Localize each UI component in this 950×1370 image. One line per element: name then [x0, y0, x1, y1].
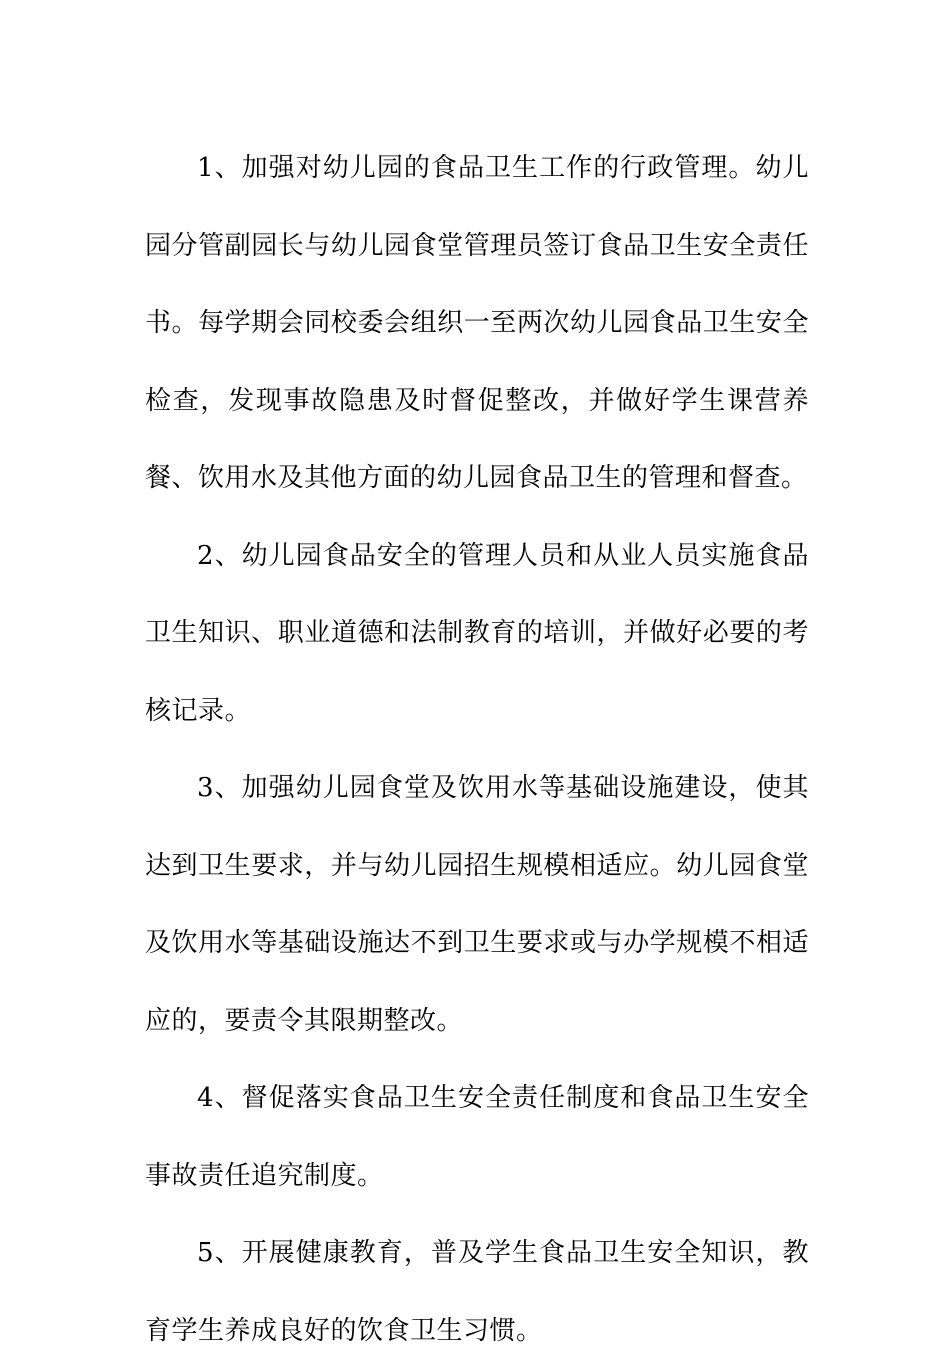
paragraph-1: 1、加强对幼儿园的食品卫生工作的行政管理。幼儿园分管副园长与幼儿园食堂管理员签订食品卫生安全责任书。每学期会同校委会组织一至两次幼儿园食品卫生安全检查，发现事故隐患及时督促整改，并做好学生课营养餐、饮用水及其他方面的幼儿园食品卫生的管理和督查。 [145, 153, 809, 493]
paragraph-5: 5、开展健康教育，普及学生食品卫生安全知识，教育学生养成良好的饮食卫生习惯。 [145, 1238, 809, 1346]
paragraph-3: 3、加强幼儿园食堂及饮用水等基础设施建设，使其达到卫生要求，并与幼儿园招生规模相适应。幼儿园食堂及饮用水等基础设施达不到卫生要求或与办学规模不相适应的，要责令其限期整改。 [145, 773, 809, 1036]
document-body [145, 130, 809, 1370]
paragraph-4: 4、督促落实食品卫生安全责任制度和食品卫生安全事故责任追究制度。 [145, 1083, 809, 1191]
paragraph-2: 2、幼儿园食品安全的管理人员和从业人员实施食品卫生知识、职业道德和法制教育的培训，并做好必要的考核记录。 [145, 540, 809, 726]
